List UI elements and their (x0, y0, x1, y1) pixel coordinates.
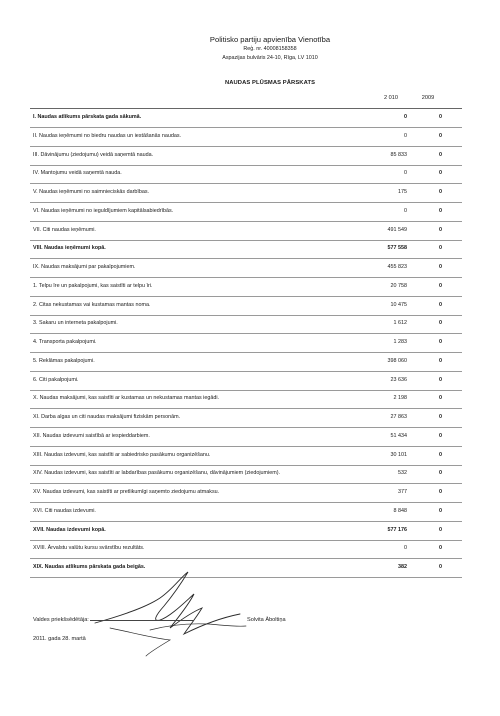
table-row (0, 391, 500, 409)
row-value-2009: 0 (439, 132, 442, 139)
row-value-2009: 0 (439, 264, 442, 270)
row-value-2009: 0 (439, 376, 442, 383)
row-label: XIX. Naudas atlikums pārskata gada beigās. (33, 564, 146, 570)
row-value-2010: 1 612 (393, 320, 407, 327)
row-label: XI. Darba algas un citi naudas maksājumi fiziskām personām. (33, 414, 181, 420)
row-label: VI. Naudas ieņēmumi no ieguldījumiem kapitālsabiedrībās. (33, 207, 174, 214)
row-label: 3. Sakaru un interneta pakalpojumi. (33, 320, 118, 327)
document-date: 2011. gada 28. martā (33, 636, 86, 642)
row-value-2010: 0 (404, 545, 407, 552)
report-title: NAUDAS PLŪSMAS PĀRSKATS (224, 80, 316, 86)
row-value-2009: 0 (439, 170, 442, 177)
signatory-role: Valdes priekšsēdētāja: (33, 617, 89, 623)
row-value-2010: 491 549 (387, 226, 407, 233)
document-header (0, 34, 500, 62)
row-value-2009: 0 (439, 282, 442, 289)
table-row (0, 204, 500, 222)
row-value-2009: 0 (439, 489, 442, 495)
table-row (0, 410, 500, 428)
row-value-2009: 0 (439, 526, 442, 533)
row-value-2009: 0 (439, 189, 442, 195)
column-header-2009: 2009 (421, 95, 435, 101)
table-row (0, 541, 500, 559)
row-label: III. Dāvinājumu (ziedojumu) veidā saņemtā nauda. (33, 151, 154, 158)
row-value-2009: 0 (439, 226, 442, 233)
row-value-2009: 0 (439, 507, 442, 514)
row-label: VIII. Naudas ieņēmumi kopā. (33, 245, 106, 252)
table-row (0, 279, 500, 297)
row-value-2010: 23 636 (390, 376, 407, 383)
row-label: 4. Transporta pakalpojumi. (33, 339, 97, 345)
row-value-2010: 0 (404, 207, 407, 214)
row-value-2010: 27 863 (390, 414, 407, 420)
table-row (0, 429, 500, 447)
row-value-2010: 398 060 (387, 357, 407, 364)
table-row (0, 166, 500, 184)
table-row (0, 560, 500, 578)
row-value-2010: 577 176 (387, 526, 407, 533)
row-value-2009: 0 (439, 151, 442, 158)
header-divider (30, 108, 462, 109)
row-value-2009: 0 (439, 114, 442, 120)
row-value-2010: 8 848 (393, 507, 407, 514)
row-value-2010: 532 (398, 470, 407, 477)
table-row (0, 148, 500, 166)
table-row (0, 354, 500, 372)
row-value-2009: 0 (439, 395, 442, 402)
table-row (0, 298, 500, 316)
row-value-2009: 0 (439, 320, 442, 327)
handwritten-signature (90, 568, 250, 658)
row-value-2010: 0 (404, 114, 407, 120)
row-value-2009: 0 (439, 207, 442, 214)
organization-name: Politisko partiju apvienība Vienotība (209, 35, 331, 44)
signature-underline (90, 620, 194, 621)
row-label: IX. Naudas maksājumi par pakalpojumiem. (33, 264, 136, 270)
table-row (0, 504, 500, 522)
row-label: 5. Reklāmas pakalpojumi. (33, 357, 95, 364)
row-value-2010: 30 101 (390, 451, 407, 458)
row-label: XVI. Citi naudas izdevumi. (33, 507, 96, 514)
row-value-2009: 0 (439, 451, 442, 458)
row-label: VII. Citi naudas ieņēmumi. (33, 226, 96, 233)
row-value-2010: 455 823 (387, 264, 407, 270)
row-value-2010: 85 833 (390, 151, 407, 158)
registration-number: Reģ. nr. 40008158358 (243, 46, 297, 52)
row-value-2010: 51 434 (390, 432, 407, 439)
row-label: II. Naudas ieņēmumi no biedru naudas un iestāšanās naudas. (33, 132, 182, 139)
row-label: X. Naudas maksājumi, kas saistīti ar kustamas un nekustamas mantas iegādi. (33, 395, 220, 402)
row-value-2009: 0 (439, 357, 442, 364)
row-label: 2. Citas nekustamas vai kustamas mantas noma. (33, 301, 151, 308)
row-label: XIV. Naudas izdevumi, kas saistīti ar labdarības pasākumu organizēšanu, dāvinājumiem (ziedojumiem). (33, 470, 280, 477)
column-header-2010: 2 010 (384, 95, 398, 101)
row-label: XII. Naudas izdevumi saistībā ar iespieddarbiem. (33, 432, 150, 439)
row-value-2009: 0 (439, 245, 442, 252)
row-value-2010: 10 475 (390, 301, 407, 308)
table-row (0, 523, 500, 541)
row-value-2009: 0 (439, 470, 442, 477)
row-value-2010: 20 758 (390, 282, 407, 289)
table-row (0, 466, 500, 484)
organization-address: Aspazijas bulvāris 24-10, Rīga, LV 1010 (222, 54, 318, 61)
row-label: XVII. Naudas izdevumi kopā. (33, 526, 106, 533)
row-value-2010: 1 283 (393, 339, 407, 345)
row-value-2010: 175 (398, 189, 407, 195)
table-row (0, 335, 500, 353)
signatory-name: Solvita Āboltiņa (247, 617, 286, 623)
row-value-2009: 0 (439, 545, 442, 552)
row-value-2010: 0 (404, 132, 407, 139)
row-label: XVIII. Ārvalstu valūtu kursu svārstību rezultāts. (33, 545, 145, 552)
table-row (0, 373, 500, 391)
table-row (0, 223, 500, 241)
table-row (0, 316, 500, 334)
row-label: V. Naudas ieņēmumi no saimnieciskās darbības. (33, 189, 150, 195)
table-row (0, 485, 500, 503)
row-value-2010: 2 198 (393, 395, 407, 402)
table-row (0, 241, 500, 259)
row-value-2010: 377 (398, 489, 407, 495)
row-label: XV. Naudas izdevumi, kas saistīti ar pretlikumīgi saņemto ziedojumu atmaksu. (33, 489, 220, 495)
row-value-2009: 0 (439, 301, 442, 308)
row-value-2009: 0 (439, 432, 442, 439)
row-value-2010: 0 (404, 170, 407, 177)
row-value-2009: 0 (439, 414, 442, 420)
row-value-2009: 0 (439, 564, 442, 570)
signatory-line (33, 617, 195, 623)
row-label: I. Naudas atlikums pārskata gada sākumā. (33, 114, 142, 120)
row-label: XIII. Naudas izdevumi, kas saistīti ar sabiedrisko pasākumu organizēšanu. (33, 451, 211, 458)
row-value-2009: 0 (439, 339, 442, 345)
row-value-2010: 577 558 (387, 245, 407, 252)
row-label: 1. Telpu īre un pakalpojumi, kas saistīti ar telpu īri. (33, 282, 153, 289)
table-row (0, 185, 500, 203)
table-row (0, 260, 500, 278)
row-label: 6. Citi pakalpojumi. (33, 376, 79, 383)
table-row (0, 129, 500, 147)
table-row (0, 448, 500, 466)
row-value-2010: 382 (398, 564, 407, 570)
row-label: IV. Mantojumu veidā saņemtā nauda. (33, 170, 122, 177)
table-row (0, 110, 500, 128)
